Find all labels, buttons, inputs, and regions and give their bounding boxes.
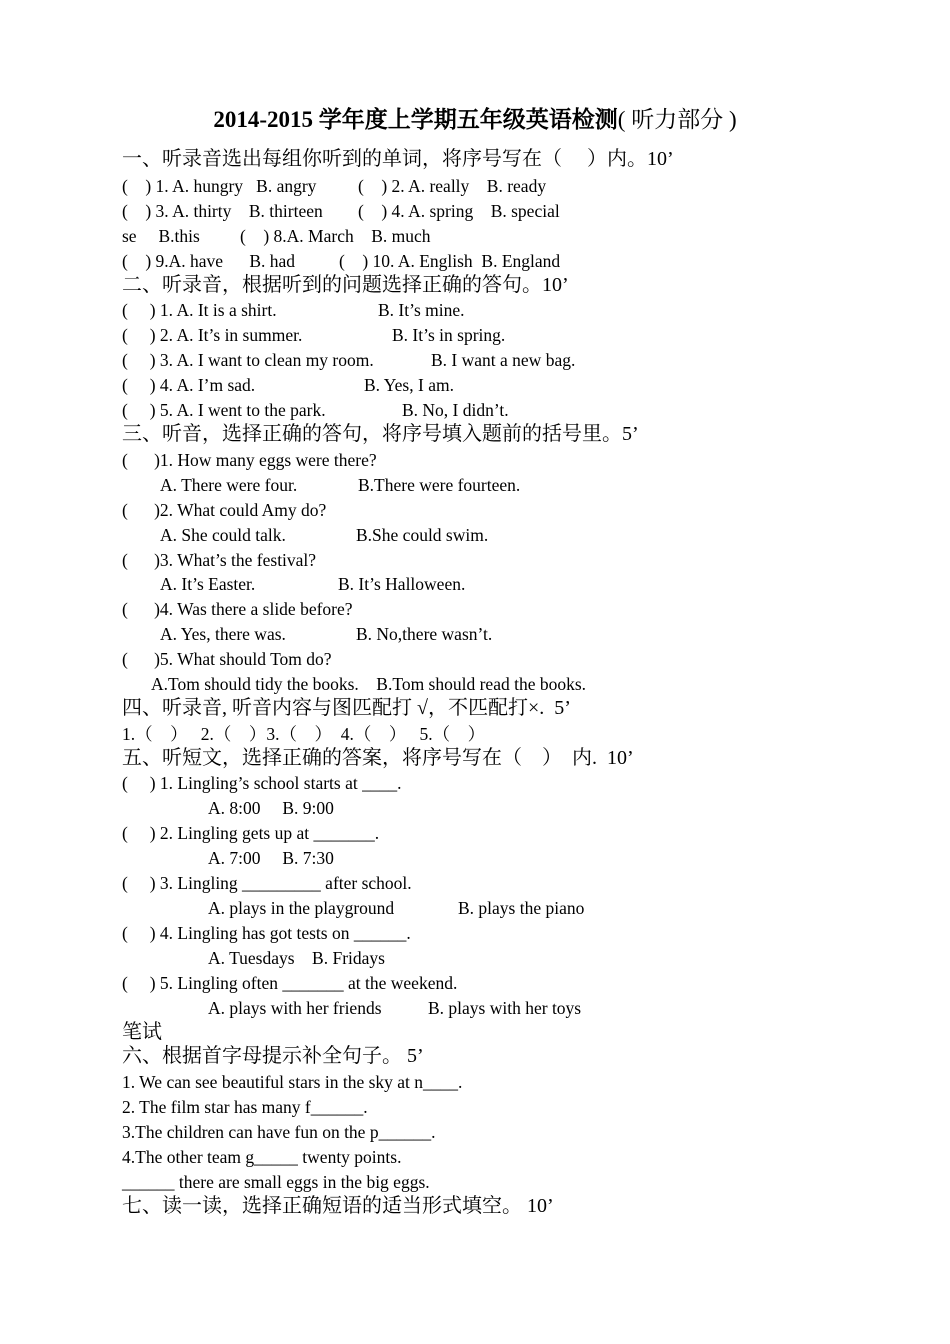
question-line — [122, 597, 822, 622]
question-line — [122, 548, 822, 573]
line-segment: ( ) 10. A. English B. England — [339, 251, 561, 271]
question-line — [122, 1145, 822, 1170]
line-segment: A. There were four. — [160, 475, 298, 495]
question-line — [122, 249, 822, 274]
line-segment: ( ) 1. Lingling’s school starts at ____. — [122, 773, 402, 793]
line-segment: B. No,there wasn’t. — [356, 624, 493, 644]
line-segment: ( ) 2. A. really B. ready — [358, 176, 547, 196]
line-segment: B. It’s mine. — [378, 300, 465, 320]
question-line — [122, 398, 822, 423]
question-line — [122, 647, 822, 672]
question-line — [122, 1095, 822, 1120]
line-segment: ( ) 5. Lingling often _______ at the weekend. — [122, 973, 458, 993]
section-heading: 二、听录音，根据听到的问题选择正确的答句。10’ — [122, 274, 569, 296]
section-heading: 笔试 — [122, 1021, 162, 1043]
question-line — [122, 1120, 822, 1145]
line-segment: ( )1. How many eggs were there? — [122, 450, 377, 470]
line-segment: A. plays with her friends — [208, 998, 382, 1018]
line-segment: A. She could talk. — [160, 525, 286, 545]
section-heading: 一、听录音选出每组你听到的单词，将序号写在（ ）内。10’ — [122, 148, 674, 170]
question-line — [122, 871, 822, 896]
question-line — [122, 921, 822, 946]
line-segment: B. It’s Halloween. — [338, 574, 466, 594]
question-line — [122, 622, 822, 647]
question-line — [122, 722, 822, 747]
question-line — [122, 572, 822, 597]
question-line — [122, 174, 822, 199]
line-segment: B. I want a new bag. — [431, 350, 576, 370]
line-segment: ( ) 9.A. have B. had — [122, 251, 296, 271]
line-segment: ( ) 4. A. spring B. special — [358, 201, 560, 221]
line-segment: 2. The film star has many f______. — [122, 1097, 368, 1117]
line-segment: 3.The children can have fun on the p______. — [122, 1122, 436, 1142]
line-segment: A. Tuesdays B. Fridays — [208, 948, 385, 968]
line-segment: 4.The other team g_____ twenty points. — [122, 1147, 402, 1167]
question-line — [122, 498, 822, 523]
line-segment: ( )3. What’s the festival? — [122, 550, 317, 570]
question-line — [122, 298, 822, 323]
question-line — [122, 199, 822, 224]
line-segment: 1.（ ） 2.（ ）3.（ ） 4.（ ） 5.（ ） — [122, 724, 486, 744]
question-line — [122, 896, 822, 921]
line-segment: 1. We can see beautiful stars in the sky at n____. — [122, 1072, 463, 1092]
section-heading: 四、听录音, 听音内容与图匹配打 √，不匹配打×. 5’ — [122, 697, 571, 719]
line-segment: A. It’s Easter. — [160, 574, 256, 594]
exam-title-main: 2014-2015 学年度上学期五年级英语检测 — [213, 107, 618, 132]
question-line — [122, 946, 822, 971]
line-segment: B.She could swim. — [356, 525, 489, 545]
line-segment: ( ) 1. A. It is a shirt. — [122, 300, 277, 320]
question-line — [122, 1170, 822, 1195]
question-line — [122, 1070, 822, 1095]
question-line — [122, 373, 822, 398]
question-line — [122, 523, 822, 548]
section-heading: 三、听音，选择正确的答句，将序号填入题前的括号里。5’ — [122, 423, 639, 445]
line-segment: B. It’s in spring. — [392, 325, 506, 345]
line-segment: A. 8:00 B. 9:00 — [208, 798, 334, 818]
line-segment: ( ) 4. Lingling has got tests on ______. — [122, 923, 411, 943]
line-segment: ( ) 1. A. hungry B. angry — [122, 176, 317, 196]
line-segment: ( ) 3. A. I want to clean my room. — [122, 350, 374, 370]
line-segment: A. plays in the playground — [208, 898, 395, 918]
question-line — [122, 348, 822, 373]
question-line — [122, 771, 822, 796]
line-segment: A.Tom should tidy the books. B.Tom should read the books. — [151, 674, 587, 694]
line-segment: A. Yes, there was. — [160, 624, 286, 644]
line-segment: ( )2. What could Amy do? — [122, 500, 327, 520]
question-line — [122, 971, 822, 996]
question-line — [122, 846, 822, 871]
section-heading: 七、读一读，选择正确短语的适当形式填空。 10’ — [122, 1195, 554, 1217]
question-line — [122, 323, 822, 348]
line-segment: ( ) 4. A. I’m sad. — [122, 375, 256, 395]
question-line — [122, 672, 822, 697]
line-segment: ( ) 3. Lingling _________ after school. — [122, 873, 412, 893]
question-line — [122, 821, 822, 846]
question-line — [122, 448, 822, 473]
question-line — [122, 473, 822, 498]
line-segment: ( )5. What should Tom do? — [122, 649, 332, 669]
line-segment: ______ there are small eggs in the big eggs. — [122, 1172, 430, 1192]
exam-title — [0, 104, 950, 136]
line-segment: ( ) 2. A. It’s in summer. — [122, 325, 303, 345]
section-heading: 六、根据首字母提示补全句子。 5’ — [122, 1045, 424, 1067]
question-line — [122, 224, 822, 249]
line-segment: B. plays the piano — [458, 898, 585, 918]
line-segment: B. No, I didn’t. — [402, 400, 509, 420]
section-heading: 五、听短文，选择正确的答案，将序号写在（ ） 内. 10’ — [122, 747, 634, 769]
exam-title-paren: ( 听力部分 ) — [617, 107, 737, 132]
line-segment: B. plays with her toys — [428, 998, 582, 1018]
line-segment: ( ) 2. Lingling gets up at _______. — [122, 823, 380, 843]
line-segment: se B.this — [122, 226, 200, 246]
line-segment: ( )4. Was there a slide before? — [122, 599, 353, 619]
line-segment: ( ) 3. A. thirty B. thirteen — [122, 201, 323, 221]
line-segment: ( ) 8.A. March B. much — [240, 226, 431, 246]
question-line — [122, 996, 822, 1021]
question-line — [122, 796, 822, 821]
line-segment: B.There were fourteen. — [358, 475, 521, 495]
line-segment: ( ) 5. A. I went to the park. — [122, 400, 326, 420]
line-segment: B. Yes, I am. — [364, 375, 454, 395]
line-segment: A. 7:00 B. 7:30 — [208, 848, 334, 868]
